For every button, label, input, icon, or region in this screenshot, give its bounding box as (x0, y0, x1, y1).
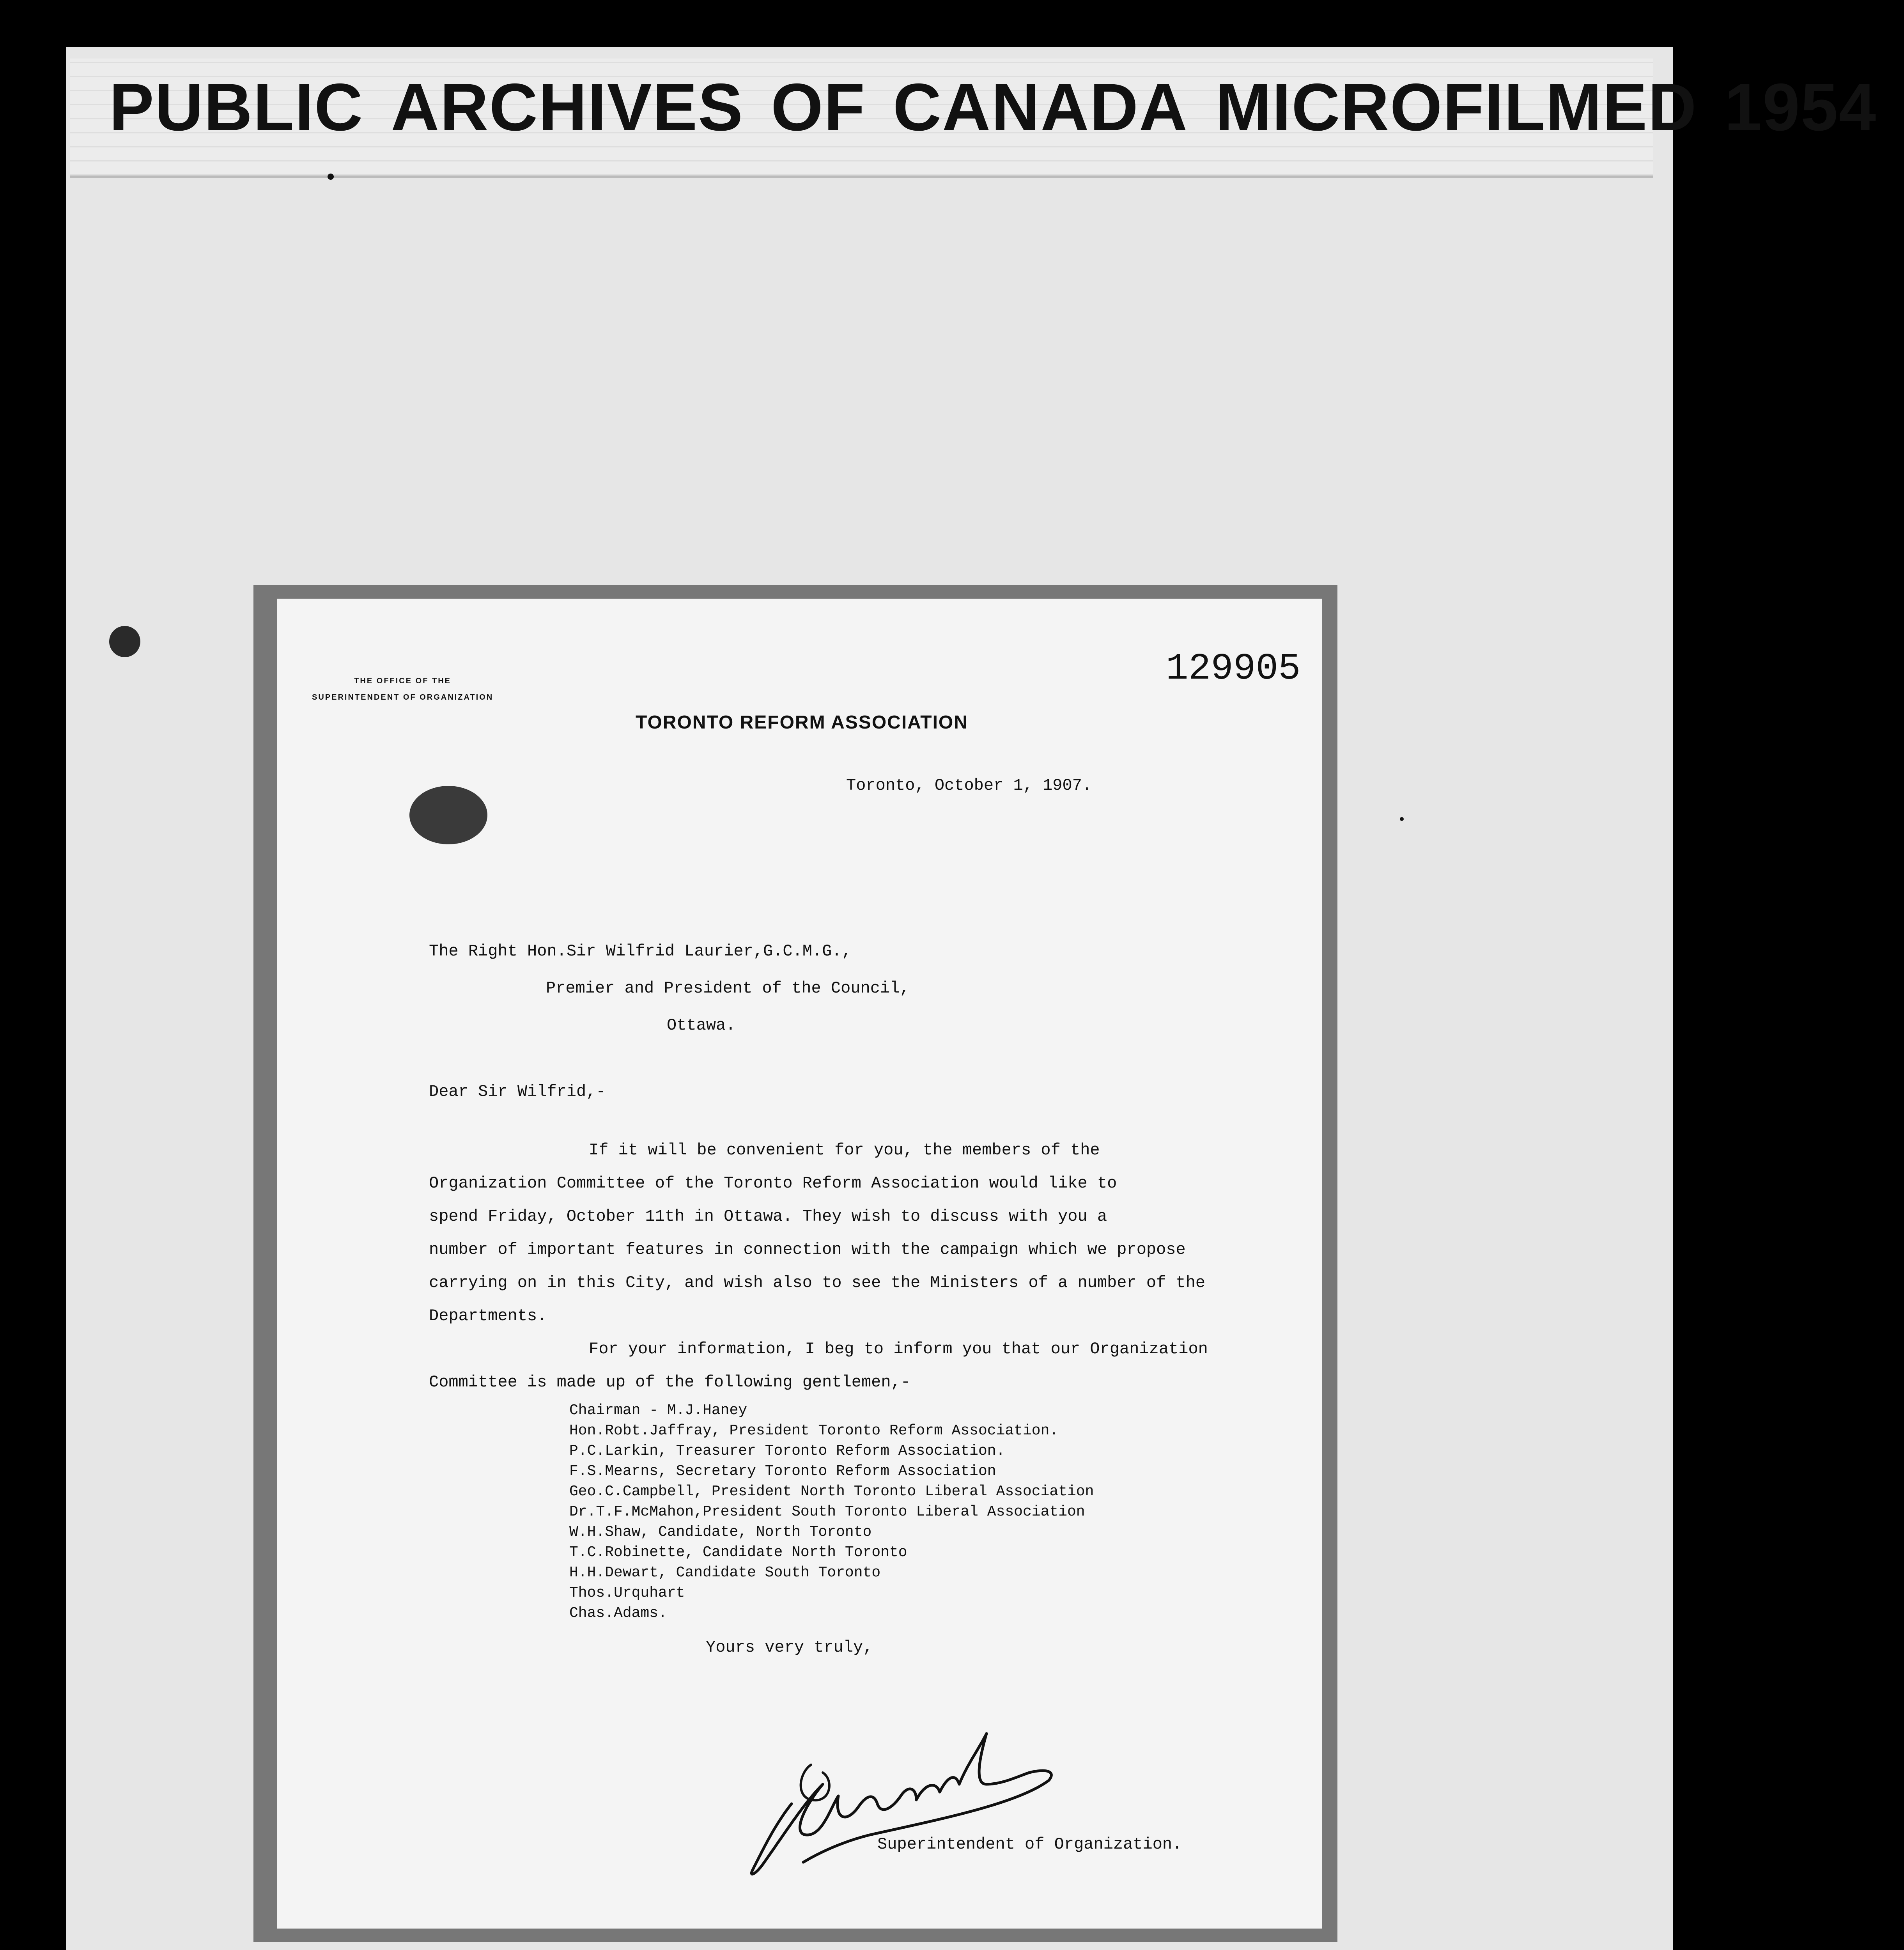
association-name: TORONTO REFORM ASSOCIATION (636, 712, 968, 733)
body-line: If it will be convenient for you, the members of the (589, 1141, 1100, 1159)
film-speck (328, 174, 334, 180)
body-line: carrying on in this City, and wish also to see the Ministers of a number of the (429, 1273, 1206, 1292)
committee-member: T.C.Robinette, Candidate North Toronto (569, 1544, 907, 1561)
committee-member: P.C.Larkin, Treasurer Toronto Reform Association. (569, 1443, 1005, 1459)
signer-title: Superintendent of Organization. (877, 1835, 1182, 1854)
header-word: PUBLIC (109, 70, 364, 145)
committee-member: H.H.Dewart, Candidate South Toronto (569, 1564, 881, 1581)
committee-member: Geo.C.Campbell, President North Toronto Liberal Association (569, 1483, 1094, 1500)
closing: Yours very truly, (706, 1638, 873, 1657)
body-line: Organization Committee of the Toronto Reform Association would like to (429, 1174, 1117, 1193)
signature (706, 1706, 1096, 1890)
committee-member: Thos.Urquhart (569, 1585, 685, 1601)
recipient-line: The Right Hon.Sir Wilfrid Laurier,G.C.M.G., (429, 942, 852, 961)
header-word: 1954 (1724, 70, 1877, 145)
committee-member: Chairman - M.J.Haney (569, 1402, 747, 1419)
office-line-1: THE OFFICE OF THE (354, 677, 451, 685)
office-line-2: SUPERINTENDENT OF ORGANIZATION (312, 693, 494, 702)
punch-hole (109, 626, 140, 657)
letterhead-office (312, 673, 493, 706)
recipient-line: Ottawa. (667, 1016, 736, 1035)
seal-blot (409, 786, 487, 844)
header-word: OF (771, 70, 866, 145)
body-line: For your information, I beg to inform you that our Organization (589, 1340, 1208, 1358)
body-line: number of important features in connection with the campaign which we propose (429, 1240, 1186, 1259)
header-word: MICROFILMED (1215, 70, 1697, 145)
salutation: Dear Sir Wilfrid,- (429, 1082, 606, 1101)
letter-sheet (277, 599, 1322, 1929)
header-word: ARCHIVES (391, 70, 744, 145)
film-speck (1400, 817, 1404, 821)
recipient-line: Premier and President of the Council, (546, 979, 910, 998)
body-line: Committee is made up of the following gentlemen,- (429, 1373, 911, 1392)
committee-member: Hon.Robt.Jaffray, President Toronto Reform Association. (569, 1422, 1059, 1439)
body-line: spend Friday, October 11th in Ottawa. They wish to discuss with you a (429, 1207, 1107, 1226)
committee-member: W.H.Shaw, Candidate, North Toronto (569, 1524, 872, 1540)
archive-header-text (109, 68, 1877, 146)
header-word: CANADA (893, 70, 1188, 145)
committee-member: Chas.Adams. (569, 1605, 667, 1622)
committee-member: F.S.Mearns, Secretary Toronto Reform Association (569, 1463, 996, 1480)
place-date: Toronto, October 1, 1907. (846, 776, 1092, 795)
document-number: 129905 (1166, 647, 1301, 690)
body-line: Departments. (429, 1306, 547, 1325)
committee-member: Dr.T.F.McMahon,President South Toronto Liberal Association (569, 1503, 1085, 1520)
